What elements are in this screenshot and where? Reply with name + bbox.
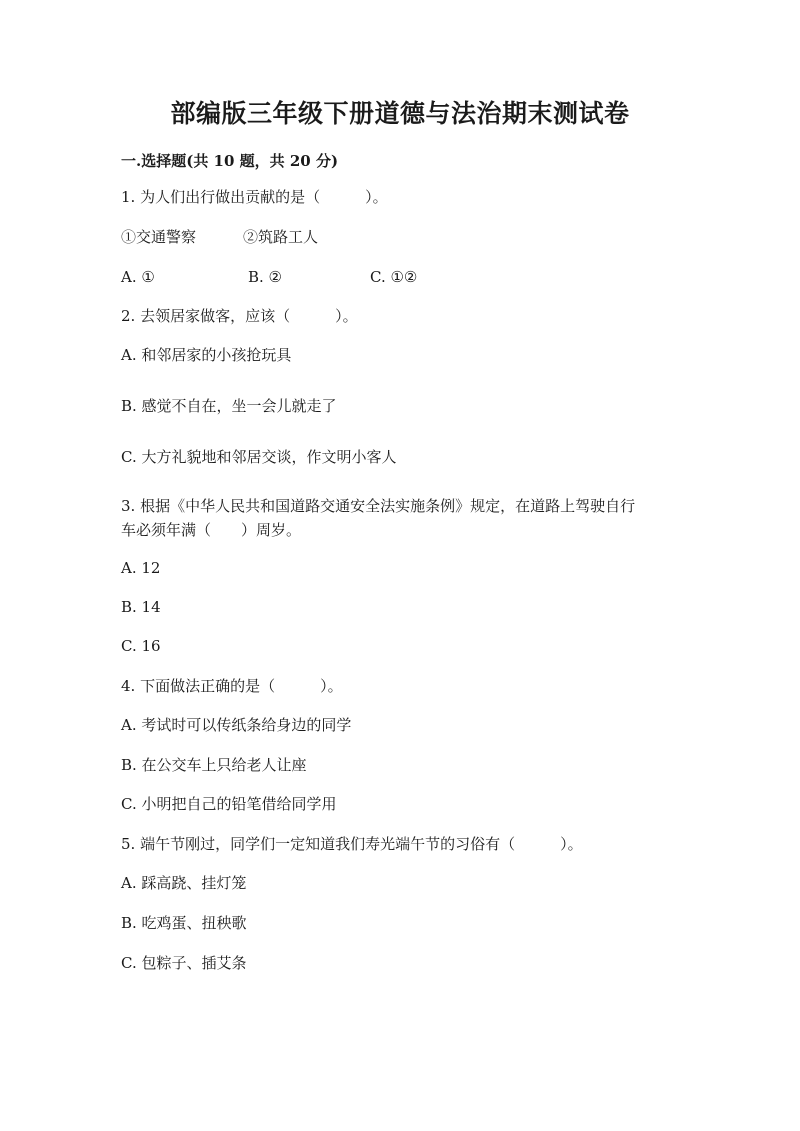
question-1-stem: 1. 为人们出行做出贡献的是（ ）。 [121, 188, 388, 206]
question-5-option-a[interactable]: A. 踩高跷、挂灯笼 [121, 874, 247, 892]
question-1-statement-1: ①交通警察 [121, 228, 197, 246]
section-heading: 一.选择题(共 10 题，共 20 分) [121, 152, 339, 170]
question-2-stem: 2. 去领居家做客，应该（ ）。 [121, 307, 358, 325]
question-3-option-c[interactable]: C. 16 [121, 637, 161, 655]
question-5-option-c[interactable]: C. 包粽子、插艾条 [121, 954, 247, 972]
question-5-option-b[interactable]: B. 吃鸡蛋、扭秧歌 [121, 914, 247, 932]
question-5-stem: 5. 端午节刚过，同学们一定知道我们寿光端午节的习俗有（ ）。 [121, 835, 583, 853]
question-2-option-c[interactable]: C. 大方礼貌地和邻居交谈，作文明小客人 [121, 448, 397, 466]
page-title: 部编版三年级下册道德与法治期末测试卷 [170, 99, 630, 128]
question-2-option-b[interactable]: B. 感觉不自在，坐一会儿就走了 [121, 397, 337, 415]
question-4-stem: 4. 下面做法正确的是（ ）。 [121, 677, 343, 695]
question-2-option-a[interactable]: A. 和邻居家的小孩抢玩具 [121, 346, 292, 364]
question-1-option-a[interactable]: A. ① [121, 268, 155, 286]
question-3-option-a[interactable]: A. 12 [121, 559, 161, 577]
question-4-option-c[interactable]: C. 小明把自己的铅笔借给同学用 [121, 795, 337, 813]
question-1-option-b[interactable]: B. ② [248, 268, 283, 286]
question-3-option-b[interactable]: B. 14 [121, 598, 161, 616]
question-3-stem-line-1: 3. 根据《中华人民共和国道路交通安全法实施条例》规定，在道路上驾驶自行 [121, 497, 636, 515]
question-4-option-a[interactable]: A. 考试时可以传纸条给身边的同学 [121, 716, 352, 734]
question-3-stem-line-2: 车必须年满（ ）周岁。 [121, 521, 302, 539]
question-4-option-b[interactable]: B. 在公交车上只给老人让座 [121, 756, 307, 774]
question-3-stem [121, 494, 681, 542]
question-1-statement-2: ②筑路工人 [243, 228, 319, 246]
question-1-option-c[interactable]: C. ①② [370, 268, 418, 286]
